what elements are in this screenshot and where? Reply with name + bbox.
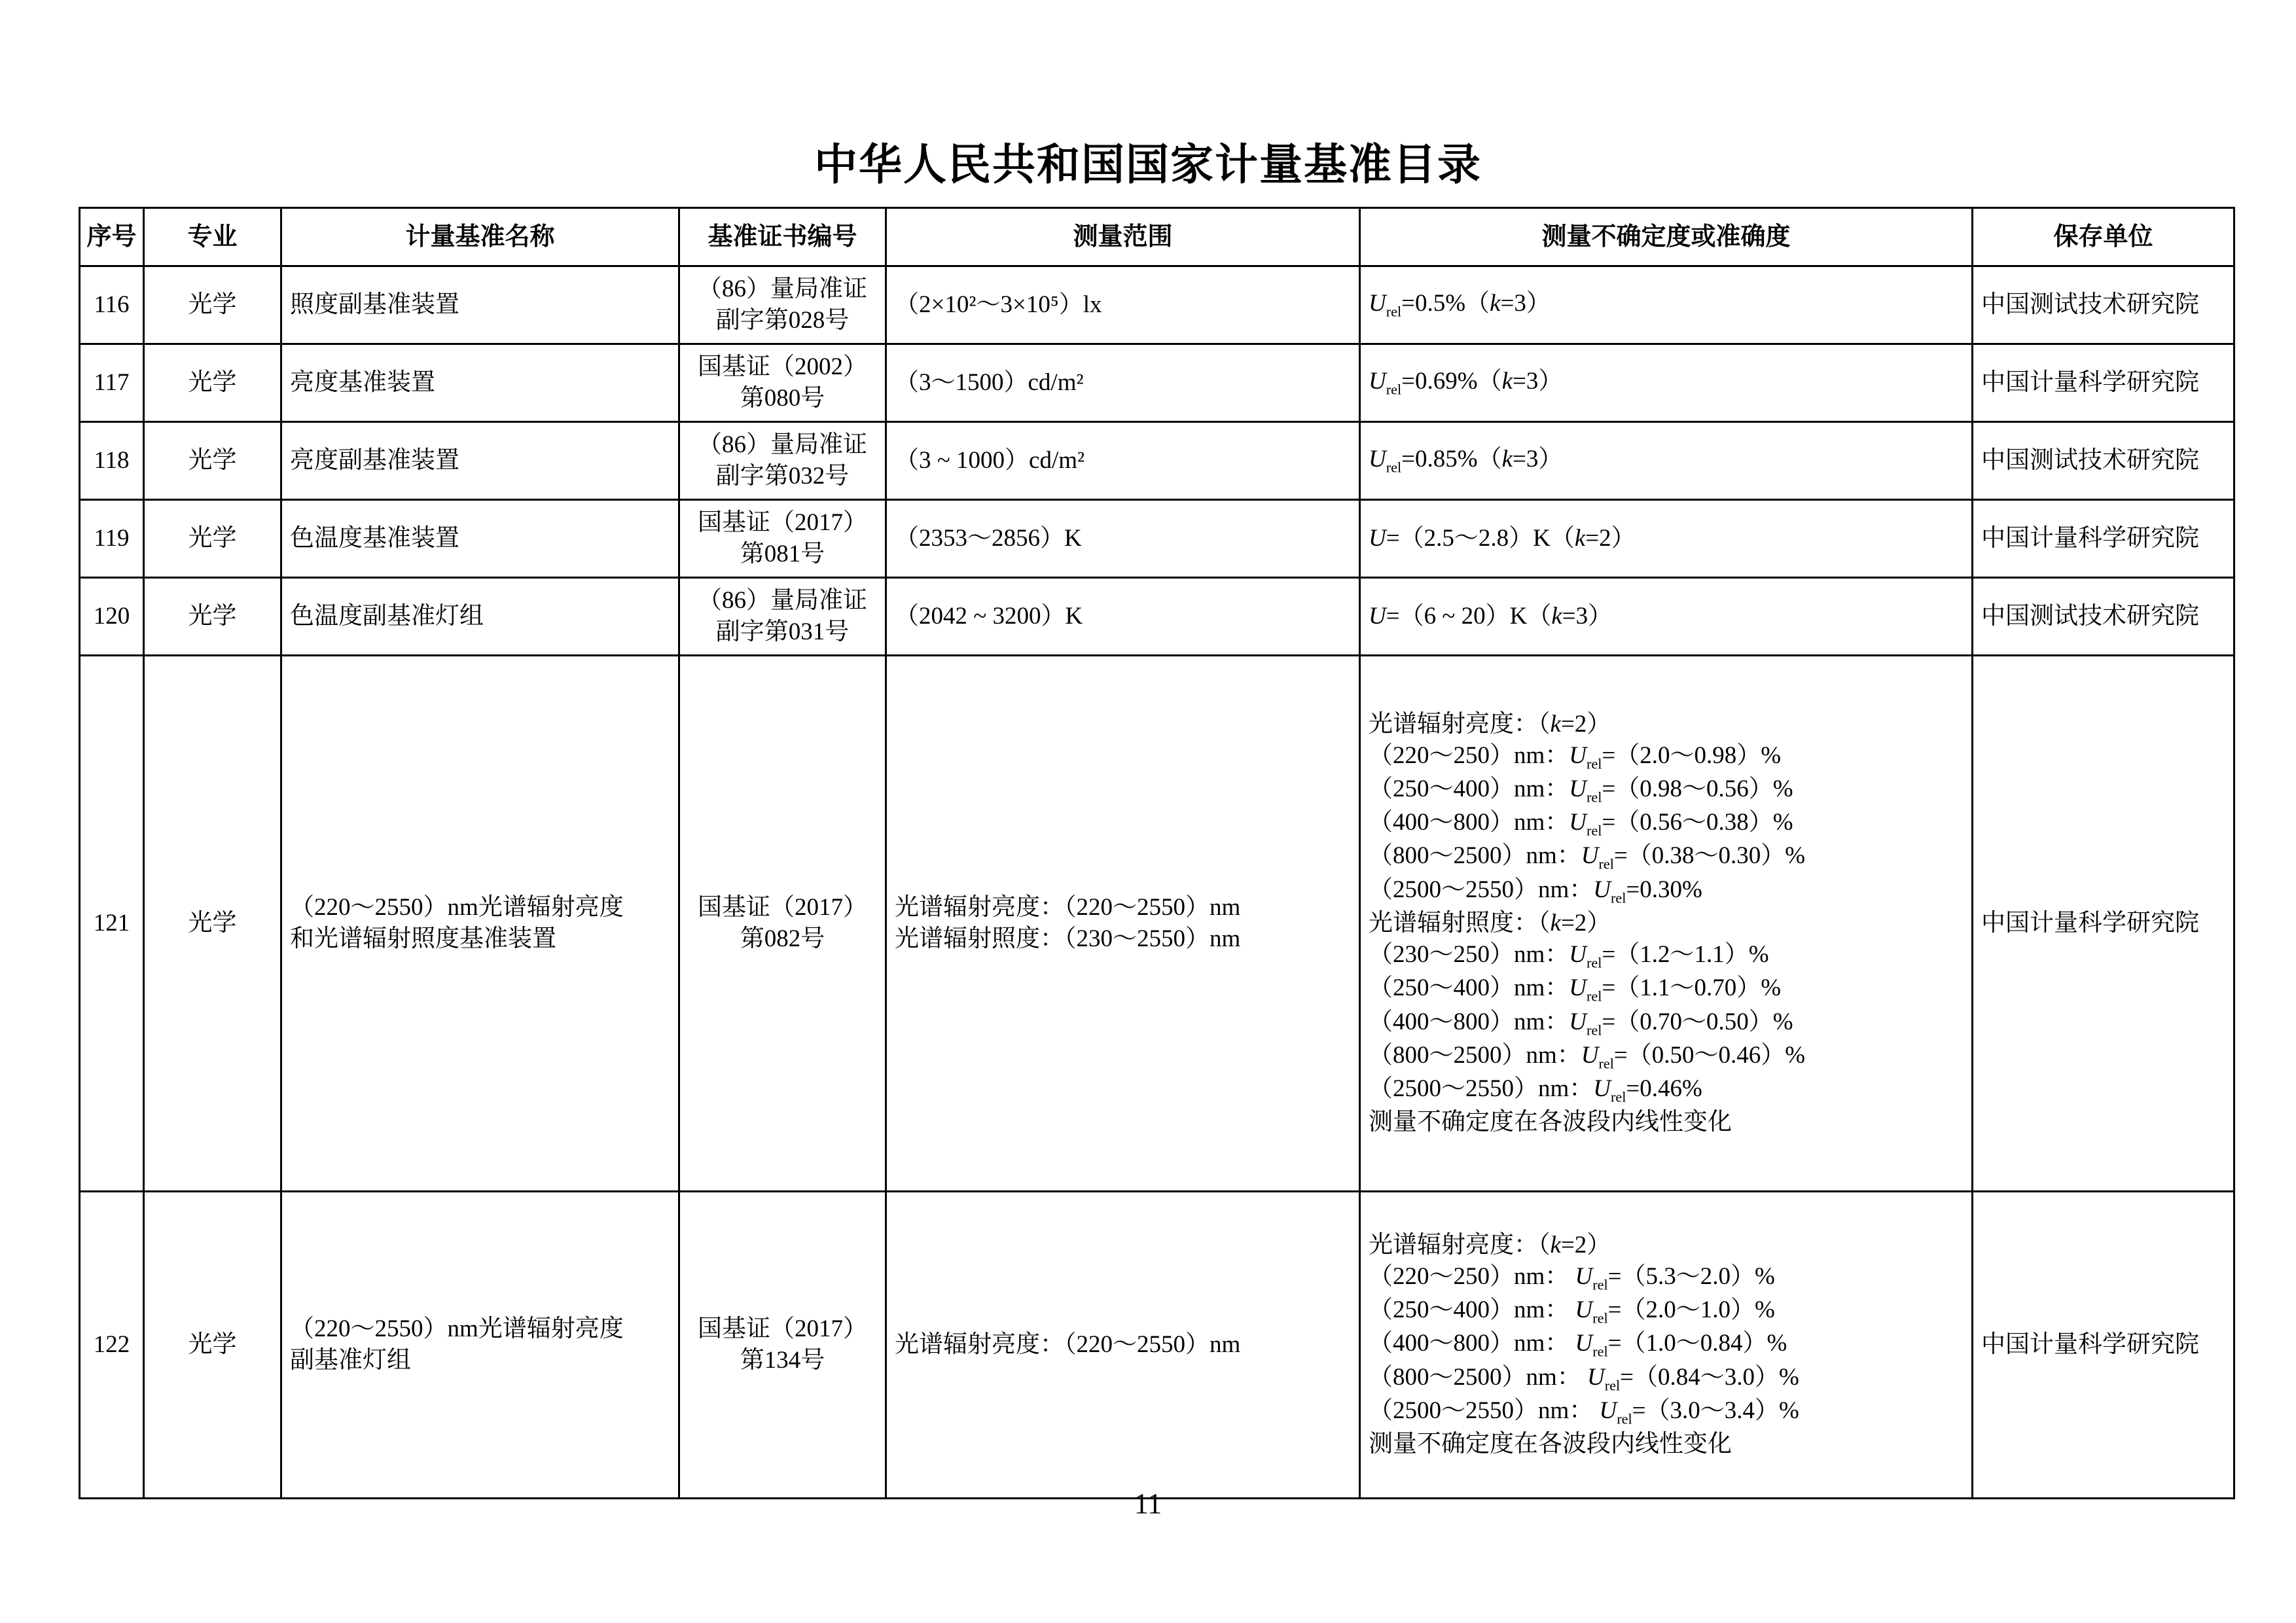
uncertainty-line: （250～400）nm：$U_{rel}=(1.1\sim 0.70)\%$ — [1369, 974, 1782, 1005]
cell-seq: 117 — [80, 344, 144, 422]
cell-specialty: 光学 — [144, 578, 281, 656]
header-range: 测量范围 — [886, 208, 1360, 266]
cell-name: （220～2550）nm光谱辐射亮度 和光谱辐射照度基准装置 — [281, 656, 679, 1192]
cell-unit: 中国测试技术研究院 — [1973, 422, 2234, 500]
table-header-row — [80, 208, 2234, 266]
cell-certificate: 国基证（2017） 第081号 — [679, 500, 886, 578]
cell-certificate: （86）量局准证 副字第028号 — [679, 266, 886, 344]
cell-uncertainty — [1360, 422, 1973, 500]
cell-seq: 119 — [80, 500, 144, 578]
cell-unit: 中国测试技术研究院 — [1973, 578, 2234, 656]
cell-name: 亮度副基准装置 — [281, 422, 679, 500]
table-row — [80, 266, 2234, 344]
uncertainty-line: （2500～2550）nm： $U_{rel}=(3.0\sim 3.4)\%$ — [1369, 1397, 1799, 1427]
table-row — [80, 344, 2234, 422]
uncertainty-line: （250～400）nm： $U_{rel}=(2.0\sim 1.0)\%$ — [1369, 1296, 1775, 1327]
uncertainty-line: （400～800）nm： $U_{rel}=(1.0\sim 0.84)\%$ — [1369, 1330, 1787, 1360]
cell-specialty: 光学 — [144, 500, 281, 578]
cell-uncertainty — [1360, 578, 1973, 656]
cell-range: （3 ~ 1000）cd/m² — [886, 422, 1360, 500]
uncertainty-line: （2500～2550）nm：$U_{rel}=0.46\%$ — [1369, 1075, 1702, 1105]
uncertainty-line: 测量不确定度在各波段内线性变化 — [1369, 1431, 1732, 1458]
table-row — [80, 1192, 2234, 1499]
cell-seq: 118 — [80, 422, 144, 500]
header-name: 计量基准名称 — [281, 208, 679, 266]
cell-seq: 122 — [80, 1192, 144, 1499]
cell-name: 色温度副基准灯组 — [281, 578, 679, 656]
cell-uncertainty — [1360, 500, 1973, 578]
header-uncertainty: 测量不确定度或准确度 — [1360, 208, 1973, 266]
uncertainty-line: $U_{rel}=0.85\%(k=3)$ — [1369, 446, 1563, 476]
header-unit: 保存单位 — [1973, 208, 2234, 266]
uncertainty-line: （800～2500）nm：$U_{rel}=(0.38\sim 0.30)\%$ — [1369, 842, 1806, 872]
header-certificate: 基准证书编号 — [679, 208, 886, 266]
uncertainty-line: 光谱辐射亮度：（k=2） — [1369, 1231, 1611, 1258]
cell-unit: 中国计量科学研究院 — [1973, 344, 2234, 422]
uncertainty-line: （400～800）nm：$U_{rel}=(0.70\sim 0.50)\%$ — [1369, 1008, 1793, 1038]
cell-range: （3～1500）cd/m² — [886, 344, 1360, 422]
uncertainty-line: （800～2500）nm：$U_{rel}=(0.50\sim 0.46)\%$ — [1369, 1041, 1806, 1072]
table-row — [80, 422, 2234, 500]
cell-uncertainty — [1360, 266, 1973, 344]
uncertainty-line: （250～400）nm：$U_{rel}=(0.98\sim 0.56)\%$ — [1369, 775, 1793, 806]
cell-specialty: 光学 — [144, 422, 281, 500]
uncertainty-line: $U_{rel}=0.5\%(k=3)$ — [1369, 290, 1551, 320]
cell-certificate: 国基证（2017） 第134号 — [679, 1192, 886, 1499]
cell-seq: 116 — [80, 266, 144, 344]
uncertainty-line: （230～250）nm：$U_{rel}=(1.2\sim 1.1)\%$ — [1369, 941, 1769, 971]
cell-uncertainty — [1360, 656, 1973, 1192]
cell-unit: 中国测试技术研究院 — [1973, 266, 2234, 344]
page-number: 11 — [1134, 1488, 1162, 1520]
uncertainty-line: 光谱辐射亮度：（k=2） — [1369, 710, 1611, 738]
cell-range: （2042 ~ 3200）K — [886, 578, 1360, 656]
cell-seq: 120 — [80, 578, 144, 656]
uncertainty-line: 光谱辐射照度：（k=2） — [1369, 909, 1611, 936]
cell-range: （2353～2856）K — [886, 500, 1360, 578]
cell-unit: 中国计量科学研究院 — [1973, 500, 2234, 578]
cell-unit: 中国计量科学研究院 — [1973, 1192, 2234, 1499]
cell-specialty: 光学 — [144, 344, 281, 422]
cell-uncertainty — [1360, 1192, 1973, 1499]
cell-specialty: 光学 — [144, 1192, 281, 1499]
cell-name: 色温度基准装置 — [281, 500, 679, 578]
header-specialty: 专业 — [144, 208, 281, 266]
header-seq: 序号 — [80, 208, 144, 266]
cell-certificate: 国基证（2017） 第082号 — [679, 656, 886, 1192]
cell-specialty: 光学 — [144, 656, 281, 1192]
cell-name: （220～2550）nm光谱辐射亮度 副基准灯组 — [281, 1192, 679, 1499]
uncertainty-line: U=（6 ~ 20）K（k=3） — [1369, 602, 1613, 630]
table-body — [80, 266, 2234, 1499]
table-row — [80, 656, 2234, 1192]
cell-name: 照度副基准装置 — [281, 266, 679, 344]
cell-specialty: 光学 — [144, 266, 281, 344]
table-row — [80, 500, 2234, 578]
cell-range: 光谱辐射亮度：（220～2550）nm 光谱辐射照度：（230～2550）nm — [886, 656, 1360, 1192]
cell-certificate: （86）量局准证 副字第031号 — [679, 578, 886, 656]
uncertainty-line: （400～800）nm：$U_{rel}=(0.56\sim 0.38)\%$ — [1369, 809, 1793, 839]
uncertainty-line: （800～2500）nm： $U_{rel}=(0.84\sim 3.0)\%$ — [1369, 1363, 1799, 1394]
cell-seq: 121 — [80, 656, 144, 1192]
cell-certificate: （86）量局准证 副字第032号 — [679, 422, 886, 500]
cell-certificate: 国基证（2002） 第080号 — [679, 344, 886, 422]
uncertainty-line: 测量不确定度在各波段内线性变化 — [1369, 1109, 1732, 1136]
cell-name: 亮度基准装置 — [281, 344, 679, 422]
uncertainty-line: （220～250）nm：$U_{rel}=(2.0\sim 0.98)\%$ — [1369, 741, 1782, 772]
page-title: 中华人民共和国国家计量基准目录 — [814, 139, 1482, 190]
cell-range: 光谱辐射亮度：（220～2550）nm — [886, 1192, 1360, 1499]
cell-unit: 中国计量科学研究院 — [1973, 656, 2234, 1192]
standards-table — [79, 207, 2235, 1499]
cell-range: （2×10²～3×10⁵）lx — [886, 266, 1360, 344]
table-row — [80, 578, 2234, 656]
uncertainty-line: （220～250）nm： $U_{rel}=(5.3\sim 2.0)\%$ — [1369, 1262, 1775, 1293]
uncertainty-line: $U_{rel}=0.69\%(k=3)$ — [1369, 368, 1563, 398]
cell-uncertainty — [1360, 344, 1973, 422]
uncertainty-line: （2500～2550）nm：$U_{rel}=0.30\%$ — [1369, 876, 1702, 906]
uncertainty-line: U=（2.5～2.8）K（k=2） — [1369, 524, 1636, 552]
